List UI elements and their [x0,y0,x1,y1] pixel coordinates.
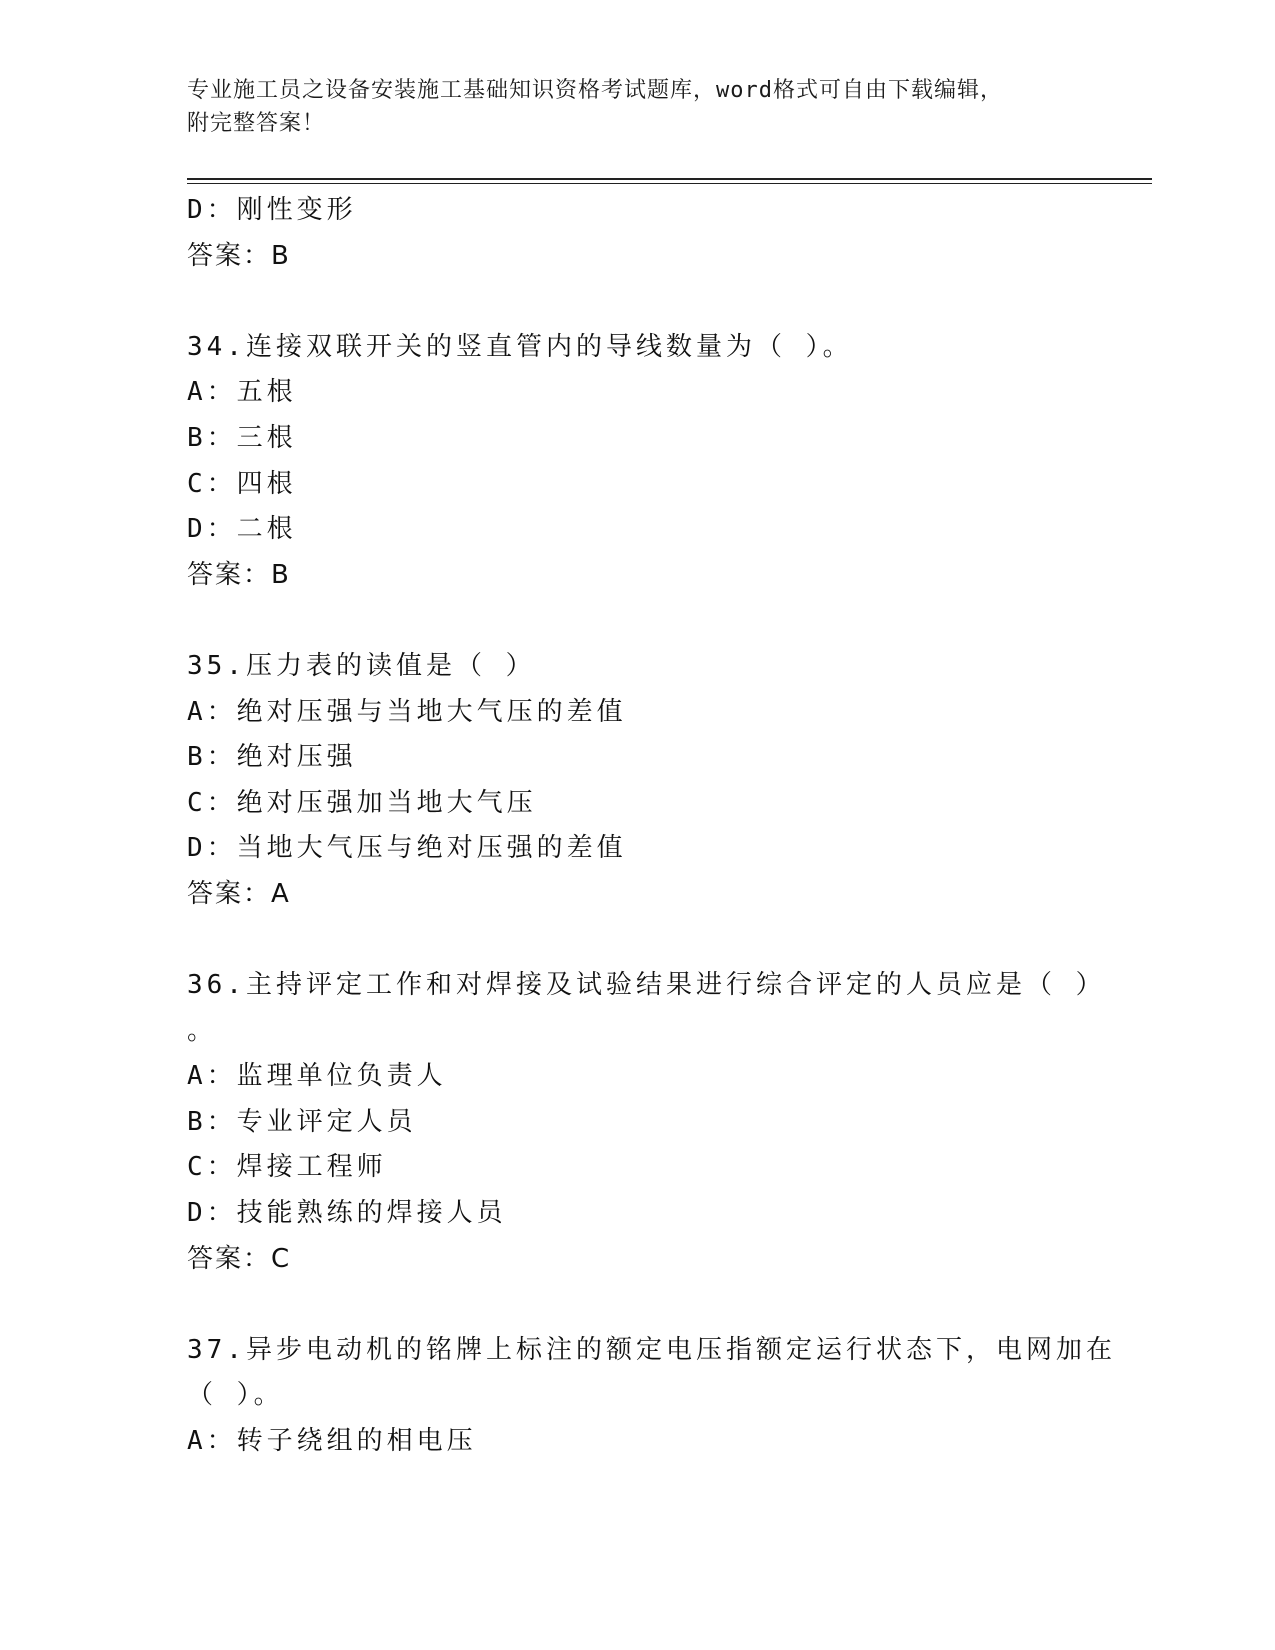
header-line-2: 附完整答案！ [187,111,326,136]
question-stem: 35.压力表的读值是（ ） [187,650,536,681]
option-b: B：专业评定人员 [187,1106,417,1137]
spacer [187,279,1087,325]
option-c: C：焊接工程师 [187,1152,387,1183]
option-b: B：绝对压强 [187,742,357,773]
spacer [187,918,1087,964]
option-a: A：监理单位负责人 [187,1061,447,1092]
question-stem: 34.连接双联开关的竖直管内的导线数量为（ ）。 [187,331,853,362]
spacer [187,1282,1087,1328]
header-divider-thin [187,183,1152,184]
option-d: D：刚性变形 [187,195,357,225]
answer: 答案：A [187,878,291,909]
question-stem: 37.异步电动机的铭牌上标注的额定电压指额定运行状态下，电网加在 [187,1334,1116,1365]
question-stem-continuation: 。 [187,1015,218,1046]
question-stem-continuation: （ ）。 [187,1380,284,1411]
answer: 答案：B [187,559,291,590]
option-d: D：当地大气压与绝对压强的差值 [187,833,627,864]
option-b: B：三根 [187,422,297,453]
option-d: D：技能熟练的焊接人员 [187,1198,507,1229]
header-divider-thick [187,178,1152,180]
answer: 答案：B [187,240,291,271]
option-d: D：二根 [187,514,297,545]
option-c: C：绝对压强加当地大气压 [187,787,537,818]
question-stem: 36.主持评定工作和对焊接及试验结果进行综合评定的人员应是（ ） [187,970,1106,1001]
page-header [187,74,1087,140]
option-a: A：转子绕组的相电压 [187,1426,477,1457]
option-a: A：五根 [187,377,297,408]
answer: 答案：C [187,1243,292,1274]
spacer [187,598,1087,644]
option-c: C：四根 [187,468,297,499]
option-a: A：绝对压强与当地大气压的差值 [187,696,627,727]
header-line-1: 专业施工员之设备安装施工基础知识资格考试题库，word格式可自由下载编辑， [187,78,1003,103]
question-list [187,188,1116,1465]
